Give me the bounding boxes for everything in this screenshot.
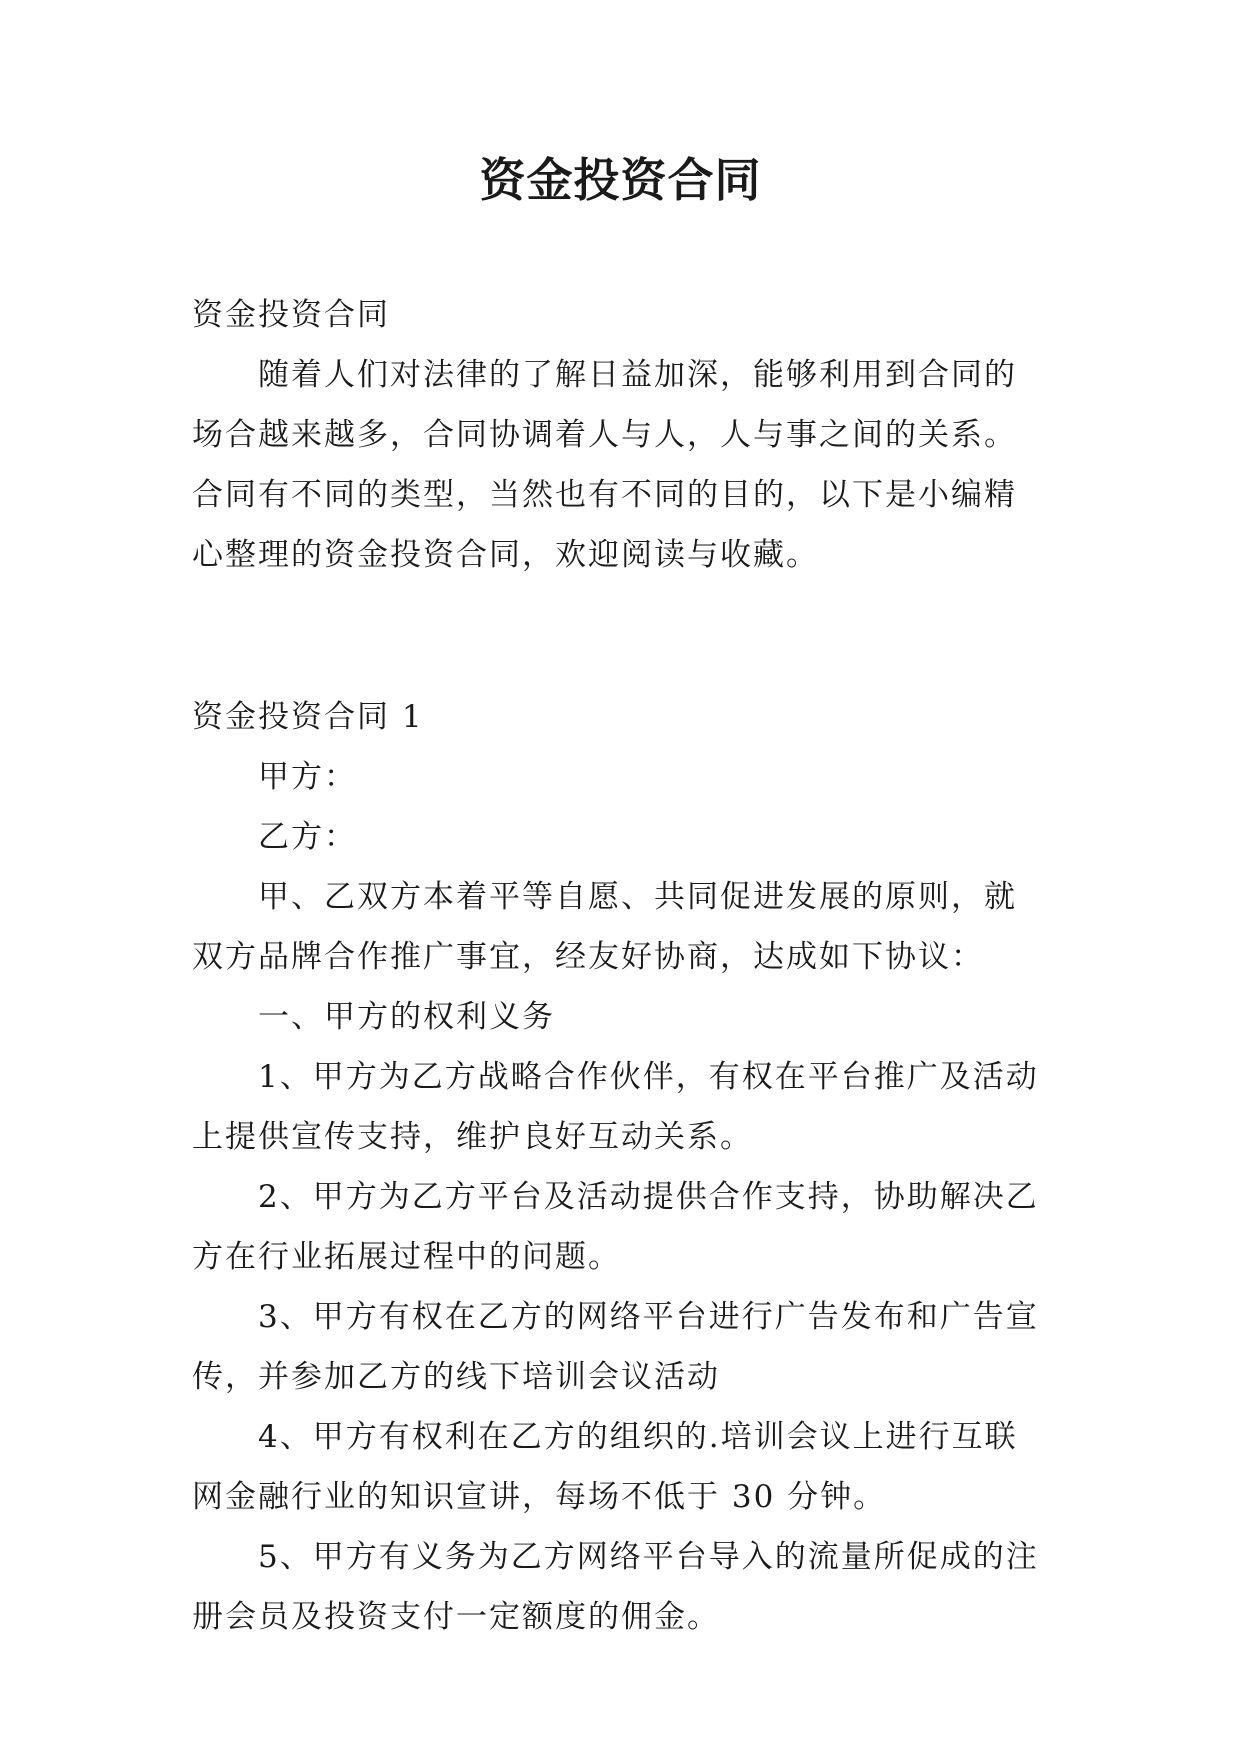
- party-a-line: 甲方：: [258, 759, 357, 795]
- clause-paragraph: 2、甲方为乙方平台及活动提供合作支持，协助解决乙方在行业拓展过程中的问题。: [192, 1179, 1039, 1275]
- clause-heading: 一、甲方的权利义务: [258, 999, 555, 1035]
- preamble-paragraph: 甲、乙双方本着平等自愿、共同促进发展的原则，就双方品牌合作推广事宜，经友好协商，达成如下协议：: [192, 879, 1017, 975]
- intro-paragraph: 随着人们对法律的了解日益加深，能够利用到合同的场合越来越多，合同协调着人与人，人与事之间的关系。合同有不同的类型，当然也有不同的目的，以下是小编精心整理的资金投资合同，欢迎阅读与收藏。: [192, 357, 1017, 573]
- clause-paragraph: 1、甲方为乙方战略合作伙伴，有权在平台推广及活动上提供宣传支持，维护良好互动关系。: [192, 1059, 1039, 1155]
- section-heading: 资金投资合同 1: [192, 699, 424, 735]
- party-b-line: 乙方：: [258, 819, 357, 855]
- clause-paragraph: 3、甲方有权在乙方的网络平台进行广告发布和广告宣传，并参加乙方的线下培训会议活动: [192, 1299, 1039, 1395]
- document-subtitle: 资金投资合同: [192, 297, 390, 333]
- document-title: 资金投资合同: [479, 153, 762, 207]
- spacer: [192, 585, 1047, 687]
- document-body: [192, 285, 1047, 1647]
- clause-paragraph: 5、甲方有义务为乙方网络平台导入的流量所促成的注册会员及投资支付一定额度的佣金。: [192, 1539, 1039, 1635]
- clause-paragraph: 4、甲方有权利在乙方的组织的.培训会议上进行互联网金融行业的知识宣讲，每场不低于 30 分钟。: [192, 1419, 1018, 1515]
